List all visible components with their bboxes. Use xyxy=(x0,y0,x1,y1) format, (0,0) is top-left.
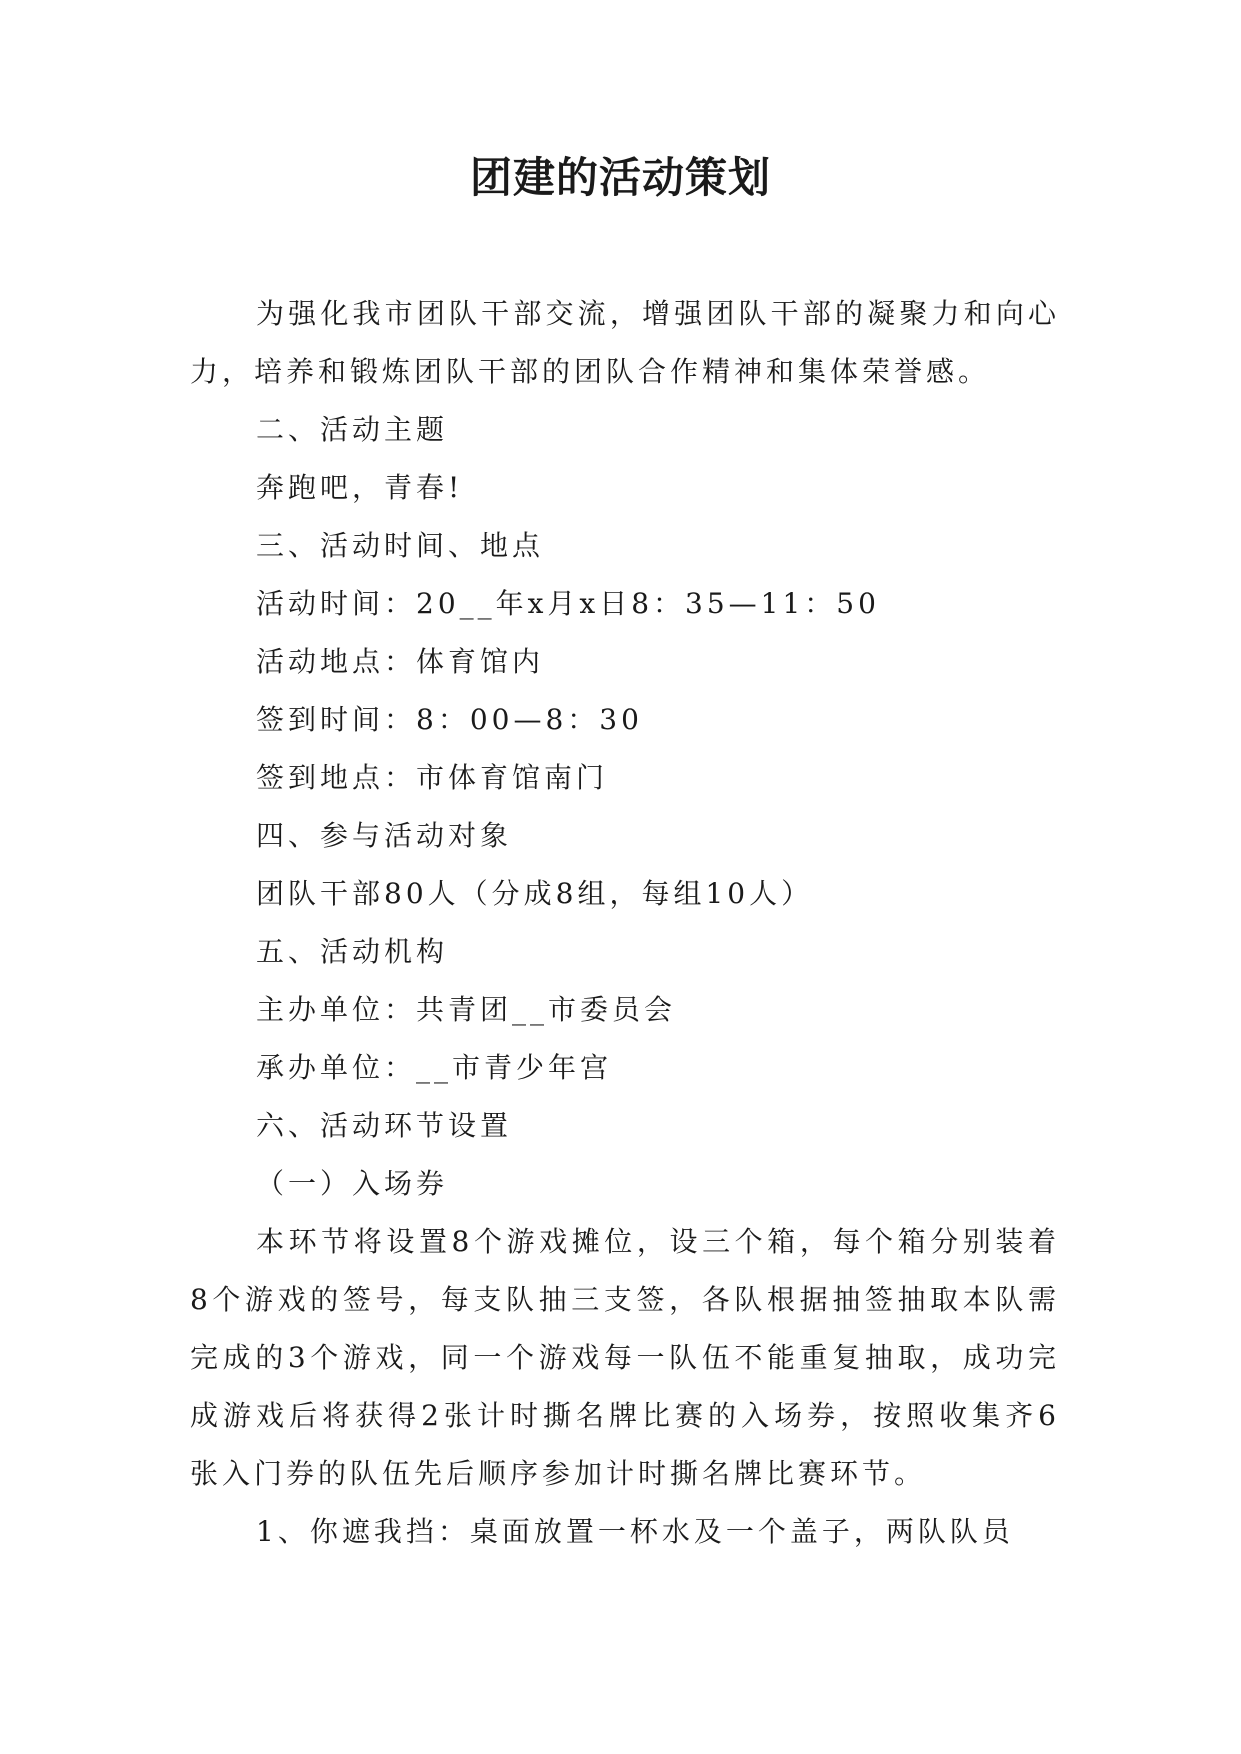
section-heading-program: 六、活动环节设置 xyxy=(256,1109,513,1142)
section-heading-organization: 五、活动机构 xyxy=(256,935,449,968)
ticket-description: 本环节将设置8个游戏摊位，设三个箱，每个箱分别装着8个游戏的签号，每支队抽三支签，各队根据抽签抽取本队需完成的3个游戏，同一个游戏每一队伍不能重复抽取，成功完成游戏后将获得2张计时撕名牌比赛的入场券，按照收集齐6张入门券的队伍先后顺序参加计时撕名牌比赛环节。 xyxy=(190,1225,1060,1490)
participants-text: 团队干部80人（分成8组，每组10人） xyxy=(256,877,814,910)
section-heading-participants: 四、参与活动对象 xyxy=(256,819,513,852)
organizer-unit: 承办单位：__市青少年宫 xyxy=(256,1051,613,1084)
signin-place: 签到地点：市体育馆南门 xyxy=(256,761,609,794)
signin-time: 签到时间：8：00—8：30 xyxy=(256,703,643,736)
game-item-1: 1、你遮我挡：桌面放置一杯水及一个盖子，两队队员 xyxy=(256,1515,1014,1548)
host-unit: 主办单位：共青团__市委员会 xyxy=(256,993,677,1026)
section-heading-theme: 二、活动主题 xyxy=(256,413,449,446)
document-body xyxy=(190,285,1060,1561)
theme-text: 奔跑吧，青春! xyxy=(256,471,464,504)
intro-paragraph: 为强化我市团队干部交流，增强团队干部的凝聚力和向心力，培养和锻炼团队干部的团队合作精神和集体荣誉感。 xyxy=(190,297,1060,388)
section-heading-time-place: 三、活动时间、地点 xyxy=(256,529,545,562)
activity-time: 活动时间：20__年x月x日8：35—11：50 xyxy=(256,587,880,620)
document-title: 团建的活动策划 xyxy=(469,153,771,202)
subsection-heading-ticket: （一）入场券 xyxy=(256,1167,449,1200)
activity-place: 活动地点：体育馆内 xyxy=(256,645,545,678)
